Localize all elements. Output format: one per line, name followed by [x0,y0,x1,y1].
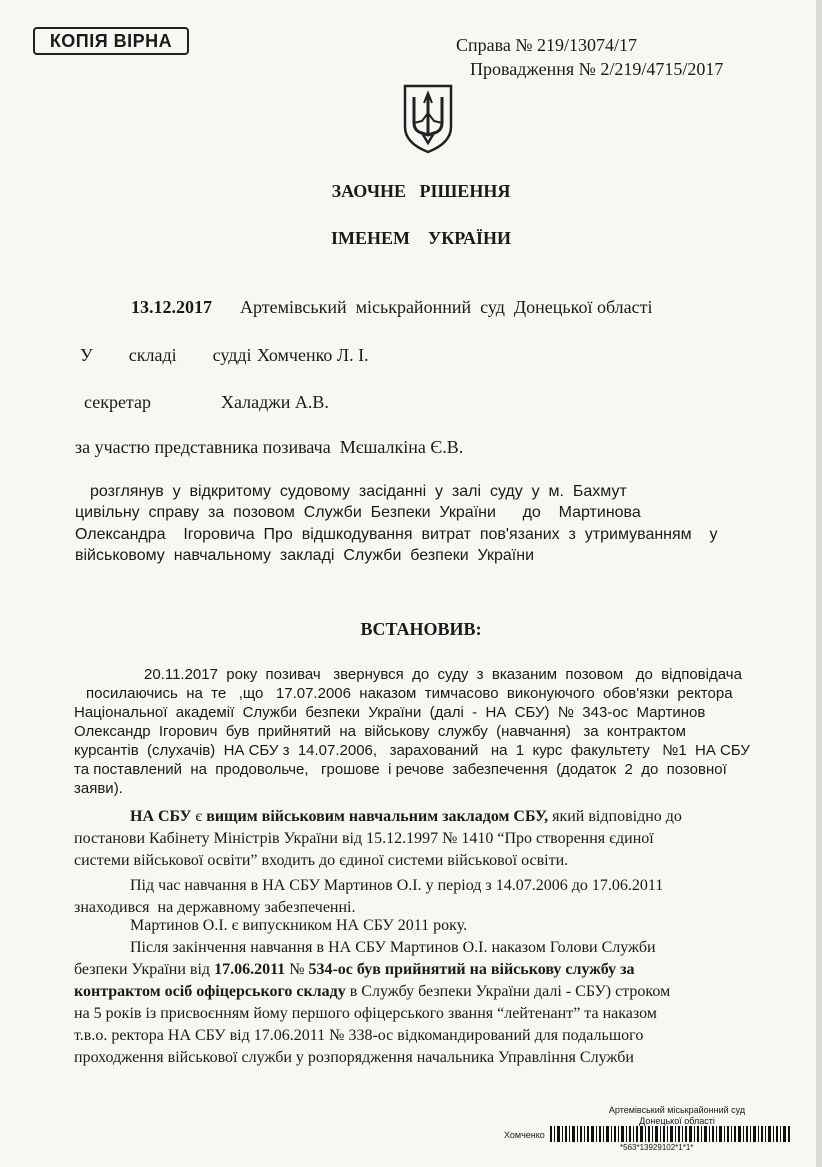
p5-line-4: на 5 років із присвоєнням йому першого офіцерського звання “лейтенант” та наказом [74,1005,657,1022]
court-name: Артемівський міськрайонний суд Донецької області [240,297,653,317]
consideration-line-1: розглянув у відкритому судовому засіданні у залі суду у м. Бахмут [90,483,627,500]
p5-line-2a: безпеки України від [74,961,215,978]
p2-line-3: системи військової освіти” входить до єдиної системи військової освіти. [74,852,569,869]
certified-copy-stamp: КОПІЯ ВІРНА [33,27,189,55]
judge-name: Хомченко Л. І. [257,345,369,365]
p1-line: посилаючись на те ,що 17.07.2006 наказом тимчасово виконуючого обов'язки ректора [86,685,733,702]
decision-date: 13.12.2017 [131,297,212,317]
consideration-line-2: цивільну справу за позовом Служби Безпеки України до Мартинова [75,504,641,521]
p3-line-1: Під час навчання в НА СБУ Мартинов О.І. у період з 14.07.2006 до 17.06.2011 [130,877,664,894]
case-number: Справа № 219/13074/17 [456,35,638,55]
p1-line: Національної академії Служби безпеки України (далі - НА СБУ) № 343-ос Мартинов [74,704,706,721]
p5-line-6: проходження військової служби у розпорядження начальника Управління Служби [74,1049,634,1066]
p2-rest: який відповідно до [548,808,682,825]
p2-nasbu: НА СБУ [130,808,192,825]
p1-line: та поставлений на продовольче, грошове і речове забезпечення (додаток 2 до позовної [74,761,727,778]
document-subtitle: ІМЕНЕМ УКРАЇНИ [331,228,511,248]
footer-court [602,1105,752,1127]
p1-line: курсантів (слухачів) НА СБУ з 14.07.2006, зарахований на 1 курс факультету №1 НА СБУ [74,742,750,759]
p5-order: 534-ос був прийнятий на військову службу за [308,961,635,978]
paragraph-5 [74,937,784,1069]
footer-court-line-2: Донецької області [639,1116,715,1126]
barcode-number: *563*13929102*1*1* [620,1143,694,1152]
paragraph-3 [74,875,784,919]
p1-line: заяви). [74,780,123,797]
secretary-name: Халаджи А.В. [221,392,329,412]
section-heading: ВСТАНОВИВ: [360,619,482,639]
p4-line: Мартинов О.І. є випускником НА СБУ 2011 року. [130,917,468,934]
secretary-label: секретар [84,392,152,412]
trident-coat-of-arms-icon [402,83,454,155]
p1-line: 20.11.2017 року позивач звернувся до суду з вказаним позовом до відповідача [144,666,742,683]
proceeding-number: Провадження № 2/219/4715/2017 [470,59,724,79]
p5-contract: контрактом осіб офіцерського складу [74,983,346,1000]
page-edge [816,0,822,1167]
composition-label: У складі судді [80,345,252,365]
paragraph-2 [74,806,784,872]
consideration-line-4: військовому навчальному закладі Служби безпеки України [75,547,535,564]
p2-bold-phrase: вищим військовим навчальним закладом СБУ, [206,808,549,825]
p5-line-3b: в Службу безпеки України далі - СБУ) строком [345,983,671,1000]
footer-judge-name: Хомченко [504,1130,545,1140]
footer-court-line-1: Артемівський міськрайонний суд [608,1105,746,1115]
paragraph-4 [74,915,784,937]
representative-line: за участю представника позивача Мєшалкіна Є.В. [75,437,464,457]
p5-date: 17.06.2011 [214,961,286,978]
p2-is: є [191,808,207,825]
p3-line-2: знаходився на державному забезпеченні. [74,899,356,916]
barcode-icon [550,1126,790,1142]
p5-line-1: Після закінчення навчання в НА СБУ Мартинов О.І. наказом Голови Служби [130,939,656,956]
document-title: ЗАОЧНЕ РІШЕННЯ [331,181,511,201]
p1-line: Олександр Ігорович був прийнятий на військову службу (навчання) за контрактом [74,723,686,740]
p5-no: № [285,961,309,978]
consideration-line-3: Олександра Ігоровича Про відшкодування витрат пов'язаних з утримуванням у [75,526,718,543]
paragraph-1 [74,665,784,798]
p5-line-5: т.в.о. ректора НА СБУ від 17.06.2011 № 338-ос відкомандирований для подальшого [74,1027,644,1044]
p2-line-2: постанови Кабінету Міністрів України від 15.12.1997 № 1410 “Про створення єдиної [74,830,654,847]
